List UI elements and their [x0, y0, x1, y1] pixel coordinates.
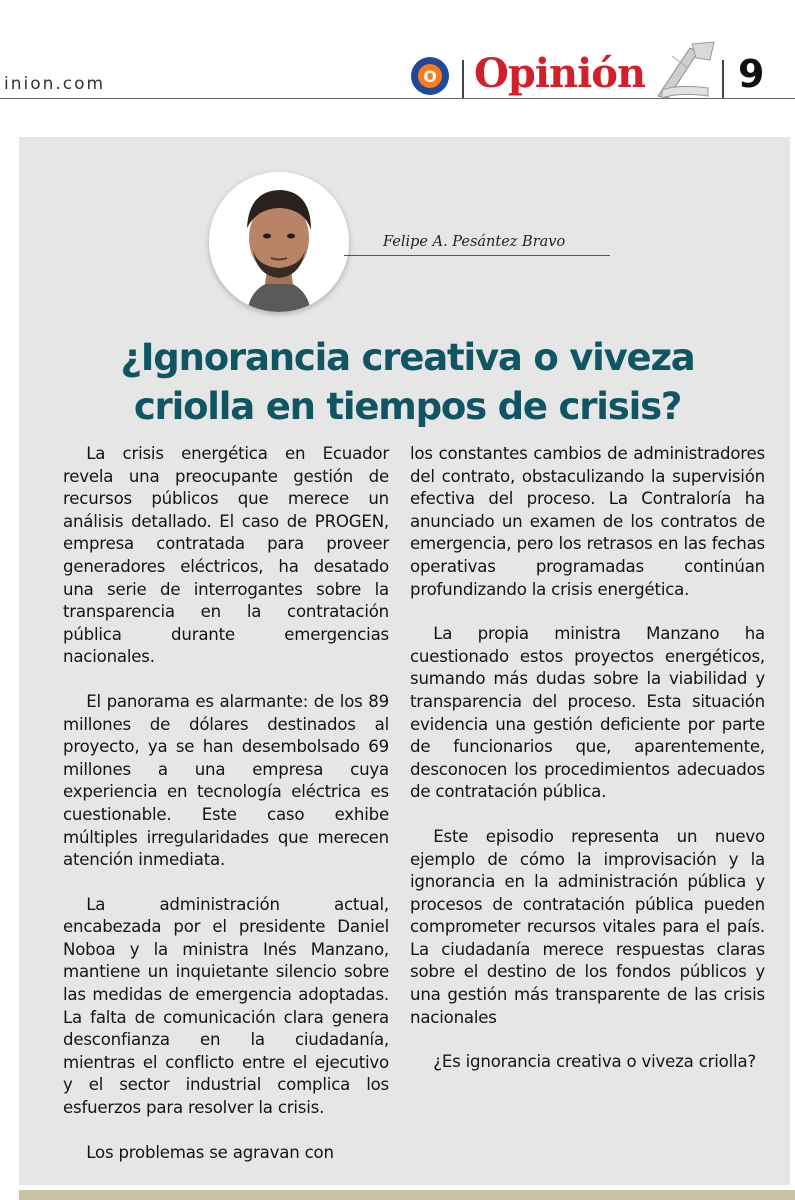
paragraph: La administración actual, encabezada por el presidente Daniel Noboa y la ministra Inés Manzano, mantiene un inquietante silencio sobre las medidas de emergencia adoptadas. La falta de comunicación clara genera desconfianza en la ciudadanía, mientras el conflicto entre el ejecutivo y el sector industrial complica los esfuerzos para resolver la crisis.	[63, 894, 389, 1118]
headline-line-1: ¿Ignorancia creativa o viveza	[120, 336, 695, 379]
article-headline	[40, 333, 775, 431]
section-title: Opinión	[474, 50, 646, 97]
author-portrait-icon	[209, 172, 349, 312]
page-header	[0, 0, 795, 130]
page-number-divider	[722, 60, 724, 98]
paragraph: La crisis energética en Ecuador revela una preocupante gestión de recursos públicos que merece un análisis detallado. El caso de PROGEN, empresa contratada para proveer generadores eléctricos, ha desatado una serie de interrogantes sobre la transparencia en la contratación pública durante emergencias nacionales.	[63, 444, 389, 667]
page-number: 9	[738, 52, 765, 96]
site-url: inion.com	[4, 74, 106, 94]
article-column-right	[410, 443, 765, 1096]
quill-scroll-icon	[648, 38, 718, 100]
author-photo	[209, 172, 349, 312]
paragraph: los constantes cambios de administradores del contrato, obstaculizando la supervisión efectiva del proceso. La Contraloría ha anunciado un examen de los contratos de emergencia, pero los retrasos en las fechas operativas programadas continúan profundizando la crisis energética.	[410, 444, 765, 599]
headline-line-2: criolla en tiempos de crisis?	[133, 385, 682, 428]
author-rule	[344, 255, 610, 256]
paragraph: La propia ministra Manzano ha cuestionado estos proyectos energéticos, sumando más dudas sobre la viabilidad y transparencia del proceso. Esta situación evidencia una gestión deficiente por parte de funcionarios que, aparentemente, desconocen los procedimientos adecuados de contratación pública.	[410, 624, 765, 802]
paragraph: Los problemas se agravan con	[86, 1142, 334, 1162]
header-divider	[462, 60, 464, 98]
paragraph: Este episodio representa un nuevo ejemplo de cómo la improvisación y la ignorancia en la administración pública y procesos de contratación pública pueden comprometer recursos vitales para el país. La ciudadanía merece respuestas claras sobre el destino de los fondos públicos y una gestión más transparente de las crisis nacionales	[410, 826, 765, 1027]
logo-letter: O	[418, 64, 442, 88]
paragraph: ¿Es ignorancia creativa o viveza criolla?	[433, 1052, 757, 1072]
article-column-left	[63, 443, 389, 1186]
bottom-strip	[19, 1190, 795, 1200]
newspaper-logo-icon	[411, 57, 449, 95]
author-name: Felipe A. Pesántez Bravo	[383, 234, 566, 250]
paragraph: El panorama es alarmante: de los 89 millones de dólares destinados al proyecto, ya se han desembolsado 69 millones a una empresa cuya experiencia en tecnología eléctrica es cuestionable. Este caso exhibe múltiples irregularidades que merecen atención inmediata.	[63, 691, 389, 870]
